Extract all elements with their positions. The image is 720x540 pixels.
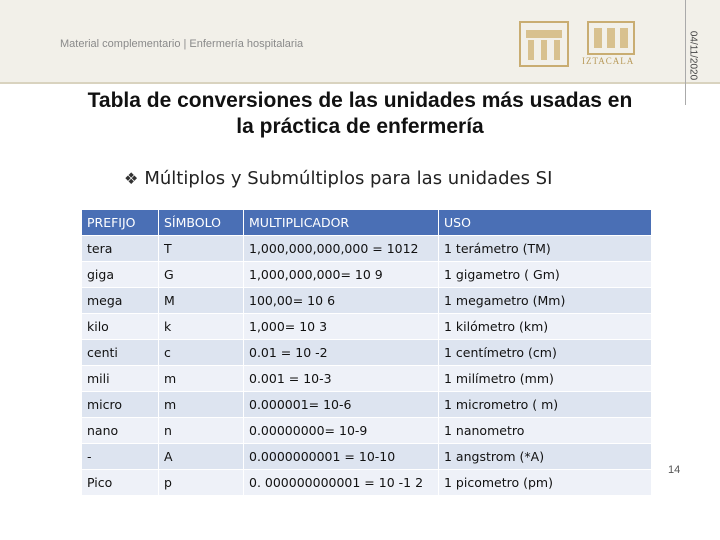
cell-uso: 1 centímetro (cm) [439, 340, 652, 366]
table-row [82, 470, 652, 496]
table-row [82, 340, 652, 366]
cell-multiplicador: 0.01 = 10 -2 [244, 340, 439, 366]
page-title-line2: la práctica de enfermería [236, 115, 484, 138]
cell-multiplicador: 0.001 = 10-3 [244, 366, 439, 392]
cell-multiplicador: 0.000001= 10-6 [244, 392, 439, 418]
table-row [82, 418, 652, 444]
cell-simbolo: c [159, 340, 244, 366]
table-row [82, 288, 652, 314]
header-divider [0, 82, 720, 84]
cell-uso: 1 angstrom (*A) [439, 444, 652, 470]
iztacala-logo-text: IZTACALA [582, 56, 635, 66]
cell-uso: 1 gigametro ( Gm) [439, 262, 652, 288]
page-number: 14 [668, 464, 681, 476]
cell-prefijo: mili [82, 366, 159, 392]
column-header-prefijo: PREFIJO [82, 210, 159, 236]
cell-multiplicador: 0.0000000001 = 10-10 [244, 444, 439, 470]
diamond-bullet-icon: ❖ [124, 169, 139, 188]
table-row [82, 262, 652, 288]
table-row [82, 314, 652, 340]
cell-simbolo: p [159, 470, 244, 496]
cell-prefijo: centi [82, 340, 159, 366]
cell-simbolo: k [159, 314, 244, 340]
cell-uso: 1 terámetro (TM) [439, 236, 652, 262]
cell-prefijo: tera [82, 236, 159, 262]
university-logo-icon [518, 20, 570, 68]
cell-multiplicador: 1,000= 10 3 [244, 314, 439, 340]
cell-prefijo: kilo [82, 314, 159, 340]
cell-uso: 1 megametro (Mm) [439, 288, 652, 314]
cell-uso: 1 milímetro (mm) [439, 366, 652, 392]
cell-multiplicador: 100,00= 10 6 [244, 288, 439, 314]
column-header-uso: USO [439, 210, 652, 236]
cell-simbolo: n [159, 418, 244, 444]
cell-prefijo: giga [82, 262, 159, 288]
table-row [82, 366, 652, 392]
column-header-multiplicador: MULTIPLICADOR [244, 210, 439, 236]
cell-multiplicador: 0. 000000000001 = 10 -1 2 [244, 470, 439, 496]
table-row [82, 236, 652, 262]
cell-simbolo: m [159, 366, 244, 392]
cell-prefijo: nano [82, 418, 159, 444]
section-heading-text: Múltiplos y Submúltiplos para las unidades SI [144, 168, 553, 189]
table-row [82, 392, 652, 418]
column-header-simbolo: SÍMBOLO [159, 210, 244, 236]
cell-simbolo: M [159, 288, 244, 314]
cell-multiplicador: 1,000,000,000,000 = 1012 [244, 236, 439, 262]
date-label: 04/11/2020 [687, 30, 699, 81]
page-title [40, 88, 680, 140]
cell-uso: 1 nanometro [439, 418, 652, 444]
cell-simbolo: T [159, 236, 244, 262]
cell-multiplicador: 1,000,000,000= 10 9 [244, 262, 439, 288]
cell-prefijo: - [82, 444, 159, 470]
cell-prefijo: micro [82, 392, 159, 418]
page-title-line1: Tabla de conversiones de las unidades más usadas en [87, 89, 633, 112]
table-header-row [82, 210, 652, 236]
cell-simbolo: A [159, 444, 244, 470]
header-subtitle: Material complementario | Enfermería hospitalaria [60, 38, 304, 50]
cell-multiplicador: 0.00000000= 10-9 [244, 418, 439, 444]
cell-prefijo: mega [82, 288, 159, 314]
vertical-divider [685, 0, 686, 105]
table-row [82, 444, 652, 470]
section-heading [124, 168, 552, 189]
cell-simbolo: m [159, 392, 244, 418]
conversion-table [82, 210, 652, 495]
cell-uso: 1 picometro (pm) [439, 470, 652, 496]
cell-prefijo: Pico [82, 470, 159, 496]
cell-uso: 1 kilómetro (km) [439, 314, 652, 340]
cell-simbolo: G [159, 262, 244, 288]
cell-uso: 1 micrometro ( m) [439, 392, 652, 418]
